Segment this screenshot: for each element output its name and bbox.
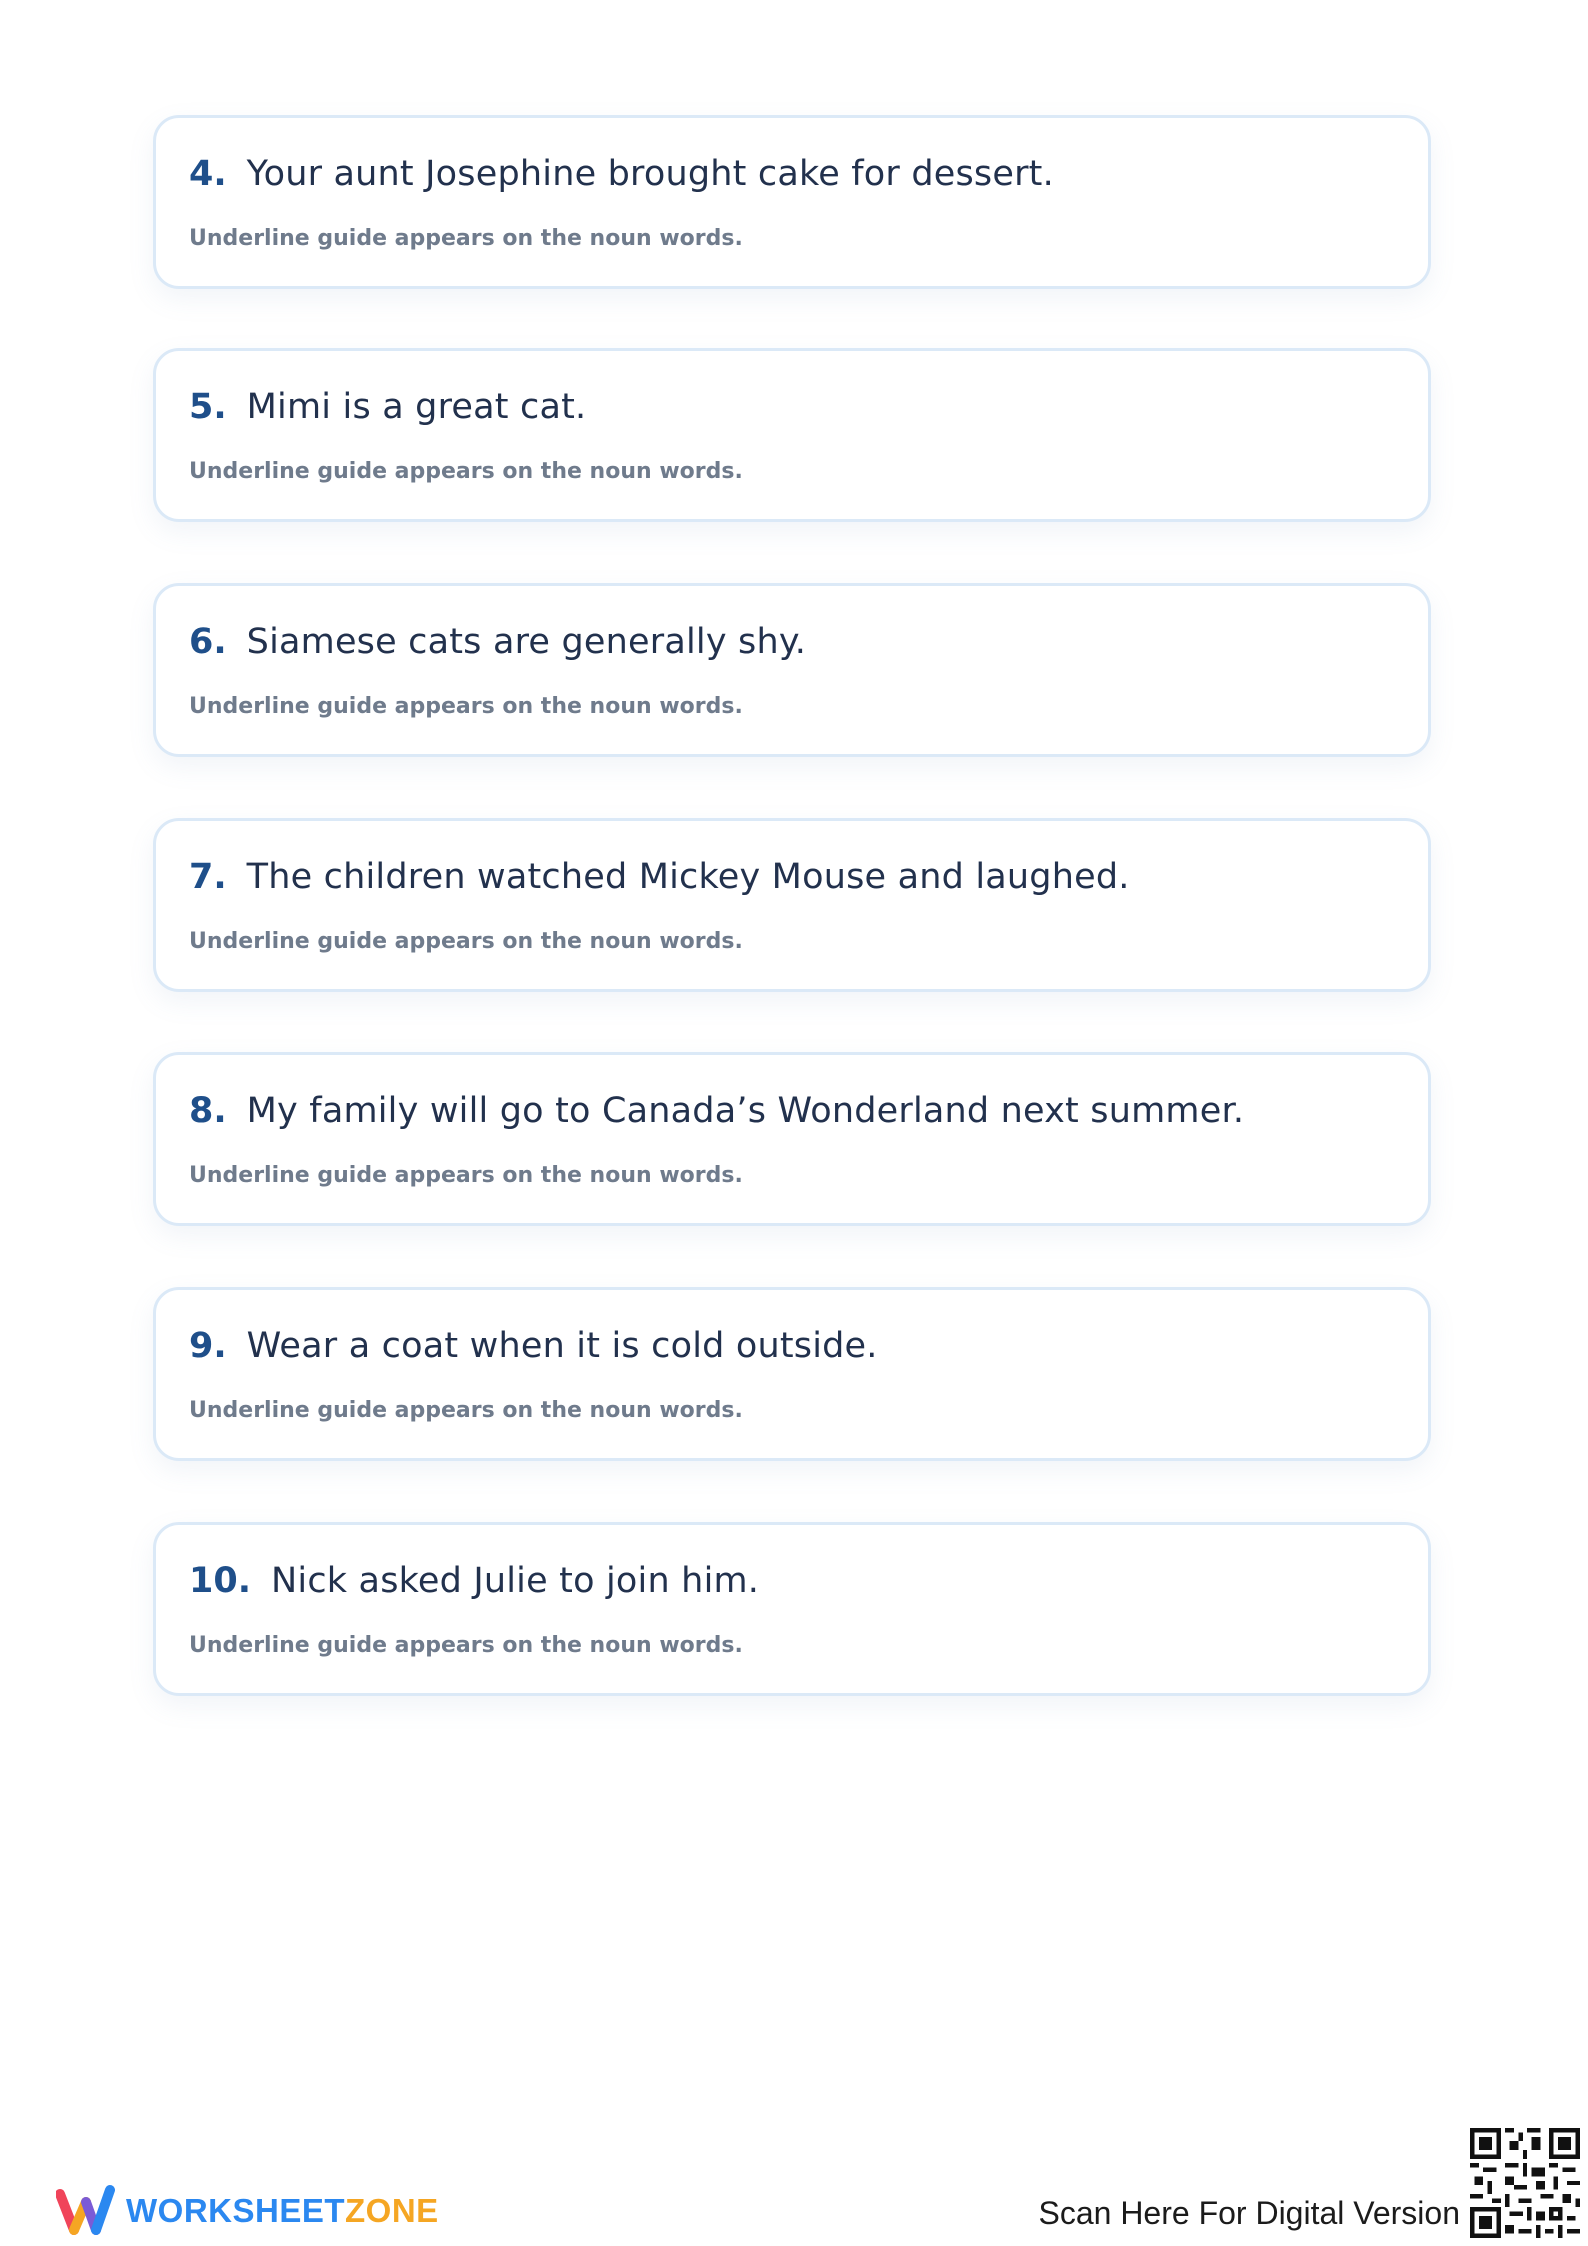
question-hint: Underline guide appears on the noun words. bbox=[189, 226, 743, 251]
question-text: Mimi is a great cat. bbox=[246, 387, 587, 427]
scan-label: Scan Here For Digital Version bbox=[1038, 2195, 1460, 2231]
brand-name-part2: ZONE bbox=[345, 2192, 439, 2229]
question-card-9 bbox=[153, 1287, 1431, 1461]
question-hint: Underline guide appears on the noun words. bbox=[189, 1163, 743, 1188]
question-line bbox=[189, 152, 1054, 196]
question-line bbox=[189, 385, 586, 429]
question-card-5 bbox=[153, 348, 1431, 522]
question-text: Nick asked Julie to join him. bbox=[271, 1561, 760, 1601]
question-hint: Underline guide appears on the noun words. bbox=[189, 1398, 743, 1423]
question-card-6 bbox=[153, 583, 1431, 757]
question-text: The children watched Mickey Mouse and laughed. bbox=[246, 857, 1130, 897]
question-line bbox=[189, 1089, 1244, 1133]
question-line bbox=[189, 620, 806, 664]
question-number: 8. bbox=[189, 1091, 227, 1131]
worksheetzone-logo-icon bbox=[56, 2180, 116, 2240]
question-text: My family will go to Canada’s Wonderland next summer. bbox=[246, 1091, 1245, 1131]
question-hint: Underline guide appears on the noun words. bbox=[189, 1633, 743, 1658]
question-line bbox=[189, 1324, 878, 1368]
worksheetzone-logo bbox=[56, 2180, 439, 2242]
question-card-8 bbox=[153, 1052, 1431, 1226]
brand-name bbox=[126, 2192, 439, 2230]
question-number: 5. bbox=[189, 387, 227, 427]
question-line bbox=[189, 855, 1130, 899]
question-number: 6. bbox=[189, 622, 227, 662]
question-text: Wear a coat when it is cold outside. bbox=[246, 1326, 878, 1366]
question-text: Your aunt Josephine brought cake for dessert. bbox=[246, 154, 1054, 194]
question-number: 9. bbox=[189, 1326, 227, 1366]
question-card-4 bbox=[153, 115, 1431, 289]
question-number: 7. bbox=[189, 857, 227, 897]
question-hint: Underline guide appears on the noun words. bbox=[189, 694, 743, 719]
brand-name-part1: WORKSHEET bbox=[126, 2192, 345, 2229]
question-line bbox=[189, 1559, 759, 1603]
question-number: 4. bbox=[189, 154, 227, 194]
question-card-10 bbox=[153, 1522, 1431, 1696]
question-number: 10. bbox=[189, 1561, 252, 1601]
qr-code-icon[interactable] bbox=[1470, 2128, 1580, 2238]
question-card-7 bbox=[153, 818, 1431, 992]
question-text: Siamese cats are generally shy. bbox=[246, 622, 807, 662]
question-hint: Underline guide appears on the noun words. bbox=[189, 459, 743, 484]
question-hint: Underline guide appears on the noun words. bbox=[189, 929, 743, 954]
